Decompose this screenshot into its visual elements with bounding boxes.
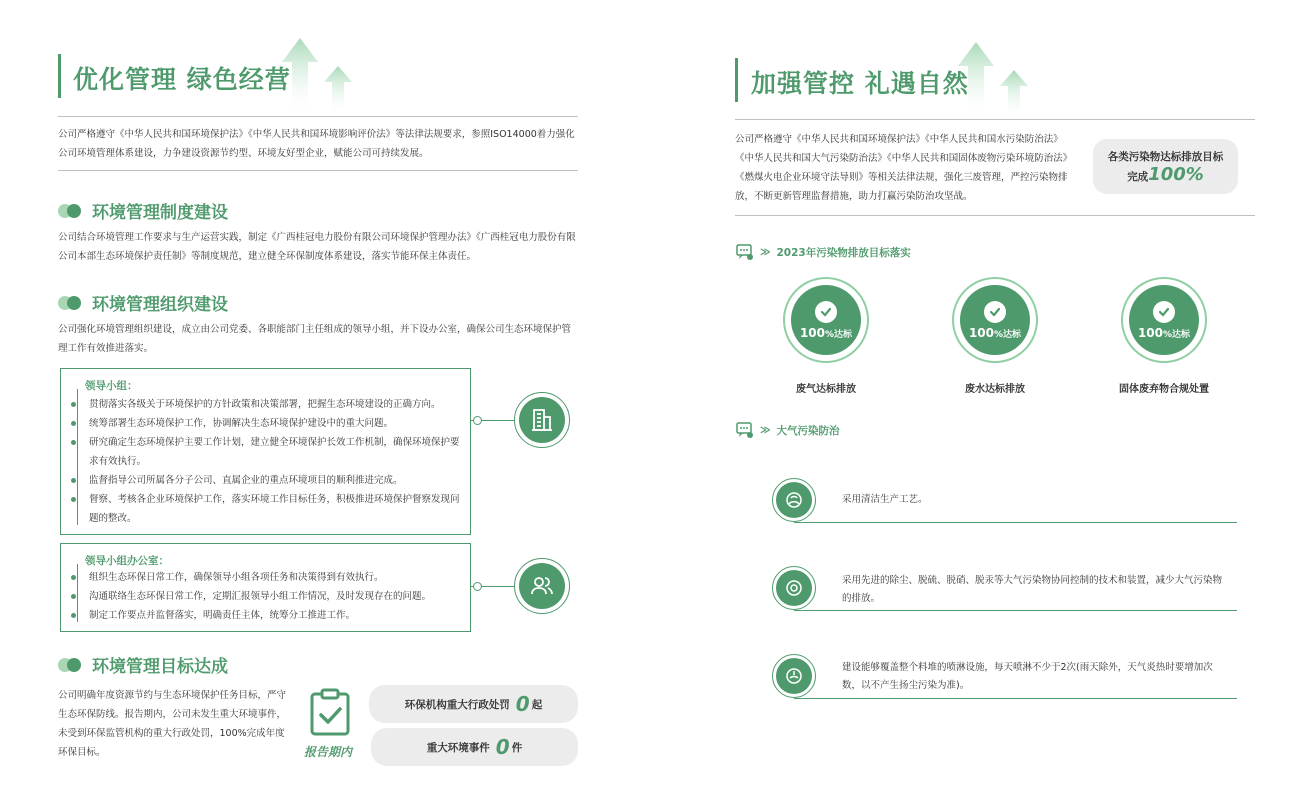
list-item: 研究确定生态环境保护主要工作计划，建立健全环境保护长效工作机制，确保环境保护要求有效执行。	[65, 433, 465, 471]
intro-text-left: 公司严格遵守《中华人民共和国环境保护法》《中华人民共和国环境影响评价法》等法律法规要求，参照ISO14000着力强化公司环境管理体系建设，力争建设资源节约型、环境友好型企业，赋能公司可持续发展。	[58, 129, 575, 159]
users-icon	[514, 558, 570, 614]
section-title: 环境管理目标达成	[92, 657, 228, 677]
section-header	[58, 198, 228, 223]
building-icon	[514, 392, 570, 448]
chat-check-icon	[736, 243, 754, 261]
ring-label: 废气达标排放	[796, 384, 856, 395]
section-header	[58, 290, 228, 315]
leader-group-box	[60, 368, 471, 535]
office-box	[60, 543, 471, 632]
ring-value: 100	[968, 325, 995, 340]
stat-value: 0	[515, 692, 530, 716]
air-item-text: 采用先进的除尘、脱硫、脱硝、脱汞等大气污染物协同控制的技术和装置，减少大气污染物的排放。	[842, 575, 1223, 604]
section-text: 公司结合环境管理工作要求与生产运营实践，制定《广西桂冠电力股份有限公司环境保护管理办法》《广西桂冠电力股份有限公司本部生态环境保护责任制》等制度规范，建立健全环保制度体系建设，落实节能环保主体责任。	[58, 232, 576, 262]
list-item: 贯彻落实各级关于环境保护的方针政策和决策部署，把握生态环境建设的正确方向。	[65, 395, 465, 414]
list-item: 沟通联络生态环保日常工作，定期汇报领导小组工作情况，及时发现存在的问题。	[65, 587, 465, 606]
ring-item	[1121, 277, 1207, 363]
section-text: 公司明确年度资源节约与生态环境保护任务目标，严守生态环保防线。报告期内，公司未发生重大环境事件，未受到环保监管机构的重大行政处罚，100%完成年度环保目标。	[58, 690, 287, 758]
ring-unit: %达标	[994, 329, 1022, 340]
section-dots-icon	[58, 296, 82, 310]
divider	[735, 215, 1255, 216]
section-dots-icon	[58, 658, 82, 672]
ring-item	[952, 277, 1038, 363]
ring-value: 100	[799, 325, 826, 340]
list-item: 组织生态环保日常工作，确保领导小组各项任务和决策得到有效执行。	[65, 568, 465, 587]
stat-unit: 起	[531, 698, 543, 711]
title-accent-bar	[735, 58, 738, 102]
stat-unit: 件	[511, 741, 523, 754]
air-divider	[794, 522, 1237, 523]
office-title: 领导小组办公室：	[85, 555, 169, 567]
filter-icon	[772, 566, 816, 610]
ring-label: 废水达标排放	[965, 384, 1025, 395]
stat-value: 0	[495, 735, 510, 759]
air-divider	[794, 698, 1237, 699]
ring-value: 100	[1137, 325, 1164, 340]
page-title-left: 优化管理 绿色经营	[73, 65, 291, 94]
page-title-right: 加强管控 礼遇自然	[751, 69, 969, 98]
air-item-text: 建设能够覆盖整个料堆的喷淋设施，每天喷淋不少于2次(雨天除外，天气炎热时要增加次数，以不产生扬尘污染为准)。	[842, 662, 1213, 691]
ring-unit: %达标	[825, 329, 853, 340]
factory-icon	[772, 478, 816, 522]
list-item: 监督指导公司所属各分子公司、直属企业的重点环境项目的顺利推进完成。	[65, 471, 465, 490]
report-period-label: 报告期内	[304, 745, 353, 759]
air-item-text: 采用清洁生产工艺。	[842, 494, 928, 505]
check-icon	[815, 301, 837, 323]
connector-dot	[473, 416, 482, 425]
list-item: 制定工作要点并监督落实，明确责任主体，统筹分工推进工作。	[65, 606, 465, 625]
leader-group-title: 领导小组：	[85, 380, 138, 392]
stat-pill	[371, 728, 578, 766]
ring-label: 固体废弃物合规处置	[1119, 384, 1209, 395]
target-box	[1093, 139, 1238, 194]
divider	[58, 170, 578, 171]
clipboard-check-icon	[308, 688, 352, 738]
section-title: 环境管理组织建设	[92, 295, 228, 315]
connector-dot	[473, 582, 482, 591]
divider	[58, 116, 578, 117]
section-title: 环境管理制度建设	[92, 203, 228, 223]
double-chevron-icon: ≫	[760, 246, 771, 258]
chat-check-icon	[736, 421, 754, 439]
air-divider	[794, 610, 1237, 611]
check-icon	[984, 301, 1006, 323]
ring-item	[783, 277, 869, 363]
section-dots-icon	[58, 204, 82, 218]
target-value: 100%	[1148, 163, 1204, 185]
sprinkler-icon	[772, 654, 816, 698]
section-header	[58, 652, 228, 677]
intro-text-right: 公司严格遵守《中华人民共和国环境保护法》《中华人民共和国水污染防治法》《中华人民共和国大气污染防治法》《中华人民共和国固体废物污染环境防治法》《燃煤火电企业环境守法导则》等相关法律法规，强化三废管理，严控污染物排放，不断更新管理监督措施，助力打赢污染防治攻坚战。	[735, 134, 1073, 202]
list-item: 统筹部署生态环境保护工作，协调解决生态环境保护建设中的重大问题。	[65, 414, 465, 433]
target-prefix: 完成	[1127, 170, 1149, 183]
divider	[735, 119, 1255, 120]
section-text: 公司强化环境管理组织建设，成立由公司党委、各职能部门主任组成的领导小组，并下设办公室，确保公司生态环境保护管理工作有效推进落实。	[58, 324, 572, 354]
air-header	[736, 421, 839, 439]
check-icon	[1153, 301, 1175, 323]
air-title: 大气污染防治	[776, 424, 840, 437]
title-accent-bar	[58, 54, 61, 98]
emission-header	[736, 243, 911, 261]
stat-pill	[369, 685, 578, 723]
stat-label: 重大环境事件	[426, 741, 490, 754]
stat-label: 环保机构重大行政处罚	[404, 698, 510, 711]
double-chevron-icon: ≫	[760, 424, 771, 436]
ring-unit: %达标	[1163, 329, 1191, 340]
emission-title: 2023年污染物排放目标落实	[776, 246, 911, 259]
target-line: 各类污染物达标排放目标	[1107, 150, 1224, 163]
list-item: 督察、考核各企业环境保护工作，落实环境工作目标任务，积极推进环境保护督察发现问题的整改。	[65, 490, 465, 528]
